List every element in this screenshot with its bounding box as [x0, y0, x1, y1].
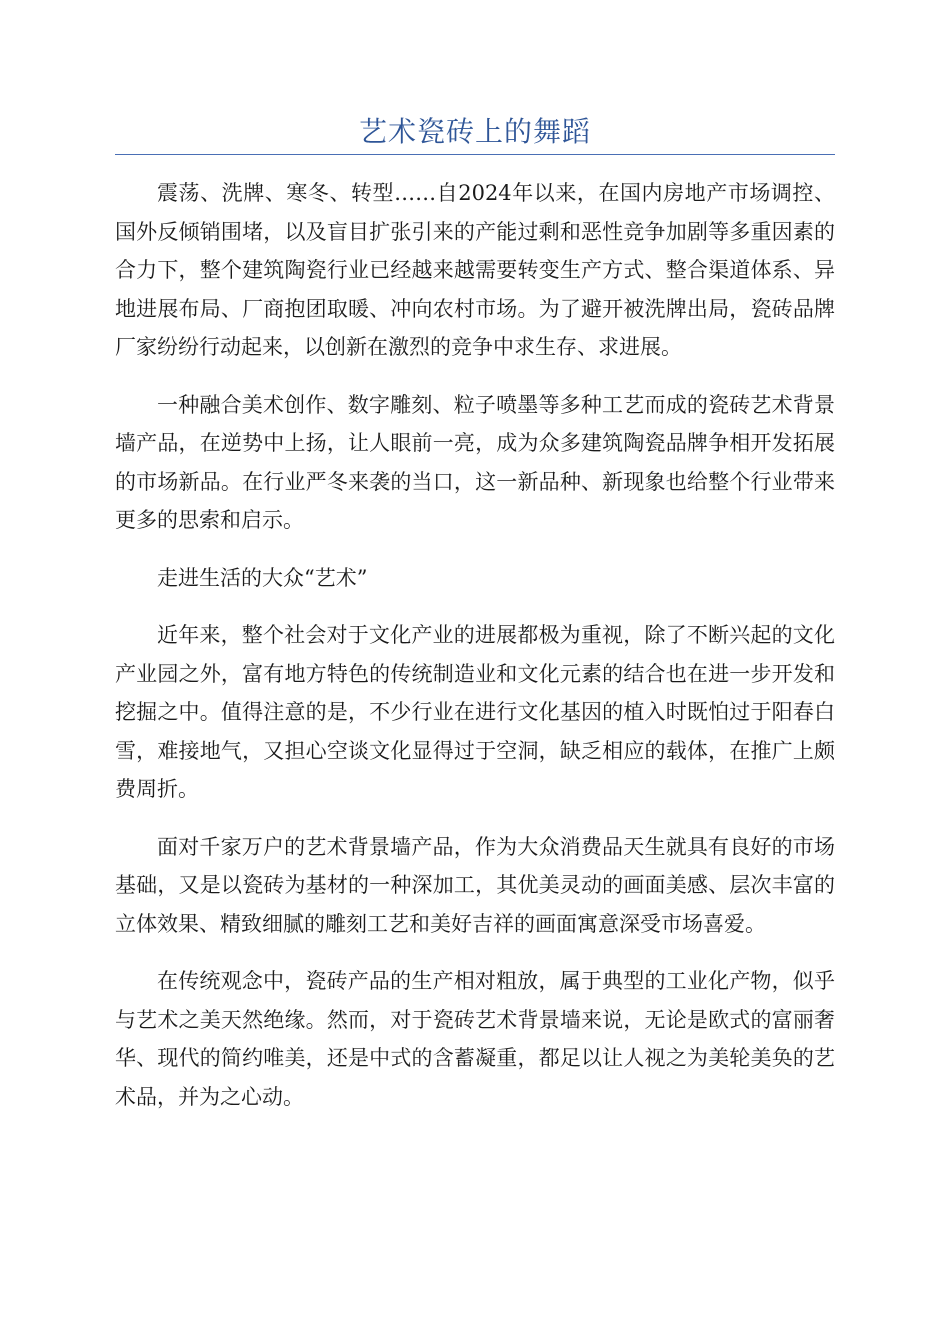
title-underline: [115, 154, 835, 155]
paragraph-intro: 震荡、洗牌、寒冬、转型……自2024年以来，在国内房地产市场调控、国外反倾销围堵，以及盲目扩张引来的产能过剩和恶性竞争加剧等多重因素的合力下，整个建筑陶瓷行业已经越来越需要转变生产方式、整合渠道体系、异地进展布局、厂商抱团取暖、冲向农村市场。为了避开被洗牌出局，瓷砖品牌厂家纷纷行动起来，以创新在激烈的竞争中求生存、求进展。: [115, 181, 835, 359]
document-title: 艺术瓷砖上的舞蹈: [358, 115, 591, 148]
section-heading: 走进生活的大众“艺术”: [157, 565, 368, 590]
paragraph-culture: 近年来，整个社会对于文化产业的进展都极为重视，除了不断兴起的文化产业园之外，富有地方特色的传统制造业和文化元素的结合也在进一步开发和挖掘之中。值得注意的是，不少行业在进行文化基因的植入时既怕过于阳春白雪，难接地气，又担心空谈文化显得过于空洞，缺乏相应的载体，在推广上颇费周折。: [115, 623, 835, 801]
paragraph-market: 面对千家万户的艺术背景墙产品，作为大众消费品天生就具有良好的市场基础，又是以瓷砖为基材的一种深加工，其优美灵动的画面美感、层次丰富的立体效果、精致细腻的雕刻工艺和美好吉祥的画面寓意深受市场喜爱。: [115, 834, 835, 936]
paragraph-art: 在传统观念中，瓷砖产品的生产相对粗放，属于典型的工业化产物，似乎与艺术之美天然绝缘。然而，对于瓷砖艺术背景墙来说，无论是欧式的富丽奢华、现代的简约唯美，还是中式的含蓄凝重，都足以让人视之为美轮美奂的艺术品，并为之心动。: [115, 969, 835, 1109]
document-body: [115, 174, 835, 1135]
paragraph-product: 一种融合美术创作、数字雕刻、粒子喷墨等多种工艺而成的瓷砖艺术背景墙产品，在逆势中上扬，让人眼前一亮，成为众多建筑陶瓷品牌争相开发拓展的市场新品。在行业严冬来袭的当口，这一新品种、新现象也给整个行业带来更多的思索和启示。: [115, 392, 835, 532]
